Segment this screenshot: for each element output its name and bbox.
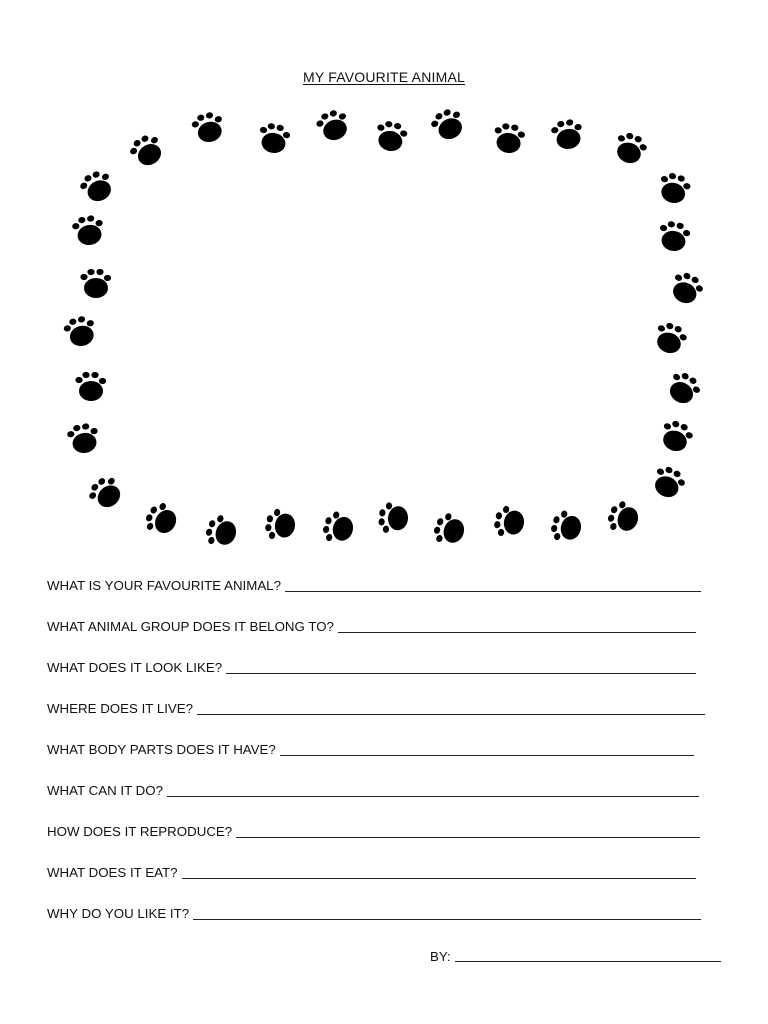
paw-print-icon — [431, 510, 469, 549]
question-label: WHAT IS YOUR FAVOURITE ANIMAL? — [47, 578, 281, 593]
question-why-like — [47, 902, 701, 922]
paw-print-icon — [428, 105, 468, 144]
paw-print-icon — [66, 422, 101, 456]
answer-line[interactable] — [338, 632, 696, 633]
paw-print-icon — [611, 130, 650, 168]
paw-print-icon — [71, 214, 106, 248]
paw-print-icon — [141, 499, 182, 540]
question-reproduce — [47, 820, 700, 840]
paw-print-icon — [648, 463, 688, 502]
paw-print-icon — [666, 269, 706, 308]
answer-line[interactable] — [285, 591, 701, 592]
paw-print-icon — [492, 504, 526, 539]
paw-print-icon — [656, 219, 691, 253]
paw-print-icon — [548, 508, 584, 545]
question-look-like — [47, 656, 696, 676]
paw-print-icon — [203, 512, 241, 551]
paw-print-icon — [663, 368, 704, 409]
question-animal-group — [47, 615, 696, 635]
question-what-eat — [47, 861, 696, 881]
answer-line[interactable] — [280, 755, 694, 756]
paw-print-icon — [378, 502, 410, 535]
question-body-parts — [47, 738, 694, 758]
paw-print-icon — [80, 269, 111, 298]
question-label: HOW DOES IT REPRODUCE? — [47, 824, 233, 839]
paw-print-icon — [656, 170, 693, 206]
question-what-can-it-do — [47, 779, 699, 799]
paw-print-icon — [256, 121, 291, 155]
paw-print-icon — [314, 107, 353, 145]
signature-row — [430, 944, 721, 964]
paw-print-icon — [657, 418, 696, 456]
answer-line[interactable] — [197, 714, 705, 715]
paw-print-icon — [77, 167, 117, 206]
paw-print-icon — [75, 372, 106, 401]
paw-print-icon — [126, 131, 167, 172]
answer-line[interactable] — [226, 673, 696, 674]
question-label: WHERE DOES IT LIVE? — [47, 701, 194, 716]
paw-print-icon — [550, 118, 585, 152]
answer-line[interactable] — [182, 878, 696, 879]
paw-print-icon — [651, 320, 690, 358]
question-label: WHAT DOES IT LOOK LIKE? — [47, 660, 223, 675]
signature-label: BY: — [430, 949, 451, 964]
question-favourite-animal — [47, 574, 701, 594]
question-label: WHY DO YOU LIKE IT? — [47, 906, 190, 921]
paw-print-icon — [62, 314, 99, 350]
paw-print-icon — [85, 472, 127, 514]
signature-line[interactable] — [455, 961, 721, 962]
paw-print-icon — [373, 119, 409, 154]
page-title: MY FAVOURITE ANIMAL — [303, 69, 465, 85]
paw-print-icon — [263, 507, 297, 542]
question-label: WHAT ANIMAL GROUP DOES IT BELONG TO? — [47, 619, 334, 634]
question-label: WHAT BODY PARTS DOES IT HAVE? — [47, 742, 276, 757]
question-label: WHAT DOES IT EAT? — [47, 865, 178, 880]
question-label: WHAT CAN IT DO? — [47, 783, 163, 798]
answer-line[interactable] — [167, 796, 699, 797]
answer-line[interactable] — [236, 837, 700, 838]
paw-print-icon — [320, 509, 356, 546]
paw-print-icon — [190, 110, 227, 146]
answer-line[interactable] — [193, 919, 701, 920]
paw-print-icon — [605, 498, 643, 537]
question-where-live — [47, 697, 705, 717]
paw-print-icon — [492, 122, 526, 155]
